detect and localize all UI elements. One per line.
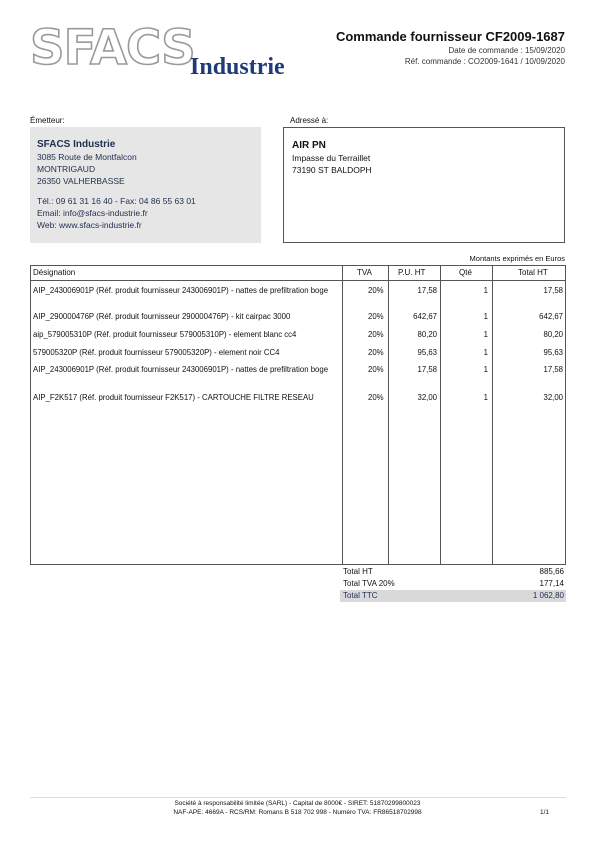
- row-unit-price: 80,20: [417, 330, 437, 339]
- row-tva: 20%: [368, 393, 384, 402]
- emitter-address-line: MONTRIGAUD: [37, 164, 96, 174]
- row-total: 17,58: [543, 286, 563, 295]
- row-tva: 20%: [368, 365, 384, 374]
- header-designation: Désignation: [33, 268, 76, 277]
- column-divider: [492, 266, 493, 564]
- recipient-label: Adressé à:: [290, 116, 329, 125]
- order-lines-table: [30, 265, 566, 565]
- total-ttc-row: [340, 590, 566, 602]
- company-logo-subtitle: Industrie: [190, 54, 285, 80]
- page-number: 1/1: [539, 809, 549, 816]
- row-quantity: 1: [483, 312, 488, 321]
- row-total: 80,20: [543, 330, 563, 339]
- total-ht-row: [340, 566, 566, 578]
- column-divider: [388, 266, 389, 564]
- row-unit-price: 17,58: [417, 286, 437, 295]
- column-divider: [342, 266, 343, 564]
- row-tva: 20%: [368, 312, 384, 321]
- header-total: Total HT: [518, 268, 548, 277]
- total-tva-row: [340, 578, 566, 590]
- table-header: [31, 266, 565, 281]
- row-total: 642,67: [539, 312, 563, 321]
- recipient-name: AIR PN: [292, 140, 326, 151]
- emitter-box: [30, 127, 261, 243]
- row-designation: 579005320P (Réf. produit fournisseur 579005320P) - element noir CC4: [33, 348, 280, 357]
- row-unit-price: 95,63: [417, 348, 437, 357]
- row-total: 95,63: [543, 348, 563, 357]
- row-quantity: 1: [483, 393, 488, 402]
- row-designation: AIP_243006901P (Réf. produit fournisseur 243006901P) - nattes de prefiltration boge: [33, 286, 329, 295]
- recipient-address-line: Impasse du Terraillet: [292, 153, 371, 163]
- column-divider: [440, 266, 441, 564]
- row-total: 17,58: [543, 365, 563, 374]
- row-tva: 20%: [368, 330, 384, 339]
- row-designation: AIP_F2K517 (Réf. produit fournisseur F2K517) - CARTOUCHE FILTRE RESEAU: [33, 393, 314, 402]
- emitter-phone: Tél.: 09 61 31 16 40 - Fax: 04 86 55 63 01: [37, 196, 196, 206]
- header-tva: TVA: [357, 268, 372, 277]
- total-ht-label: Total HT: [343, 567, 373, 576]
- total-ht-value: 885,66: [539, 567, 564, 576]
- row-designation: AIP_290000476P (Réf. produit fournisseur 290000476P) - kit cairpac 3000: [33, 312, 291, 321]
- row-quantity: 1: [483, 286, 488, 295]
- row-designation: aip_579005310P (Réf. produit fournisseur 579005310P) - element blanc cc4: [33, 330, 297, 339]
- row-tva: 20%: [368, 286, 384, 295]
- total-tva-label: Total TVA 20%: [343, 579, 395, 588]
- order-reference: Réf. commande : CO2009-1641 / 10/09/2020: [404, 57, 565, 66]
- header-quantity: Qté: [459, 268, 472, 277]
- emitter-web: Web: www.sfacs-industrie.fr: [37, 220, 142, 230]
- document-title: Commande fournisseur CF2009-1687: [335, 29, 565, 44]
- row-unit-price: 642,67: [413, 312, 437, 321]
- recipient-address-line: 73190 ST BALDOPH: [292, 165, 372, 175]
- header-unit-price: P.U. HT: [398, 268, 426, 277]
- row-designation: AIP_243006901P (Réf. produit fournisseur 243006901P) - nattes de prefiltration boge: [33, 365, 329, 374]
- row-quantity: 1: [483, 348, 488, 357]
- emitter-address-line: 3085 Route de Montfalcon: [37, 152, 137, 162]
- order-date: Date de commande : 15/09/2020: [448, 46, 565, 55]
- currency-note: Montants exprimés en Euros: [469, 254, 565, 263]
- footer-registration-line: NAF-APE: 4669A - RCS/RM: Romans B 518 702 998 - Numéro TVA: FR86518702998: [173, 809, 422, 816]
- total-ttc-label: Total TTC: [343, 591, 378, 600]
- row-unit-price: 32,00: [417, 393, 437, 402]
- emitter-address-line: 26350 VALHERBASSE: [37, 176, 125, 186]
- total-ttc-value: 1 062,80: [532, 591, 564, 600]
- emitter-label: Émetteur:: [30, 116, 65, 125]
- footer-divider: [30, 797, 566, 798]
- company-logo: SFACS: [30, 20, 195, 76]
- total-tva-value: 177,14: [539, 579, 564, 588]
- row-quantity: 1: [483, 365, 488, 374]
- row-unit-price: 17,58: [417, 365, 437, 374]
- row-tva: 20%: [368, 348, 384, 357]
- emitter-email: Email: info@sfacs-industrie.fr: [37, 208, 148, 218]
- footer-legal-line: Société à responsabilité limitée (SARL) - Capital de 8000€ - SIRET: 51870299800023: [174, 800, 421, 807]
- row-quantity: 1: [483, 330, 488, 339]
- row-total: 32,00: [543, 393, 563, 402]
- emitter-name: SFACS Industrie: [37, 139, 116, 150]
- recipient-box: [283, 127, 565, 243]
